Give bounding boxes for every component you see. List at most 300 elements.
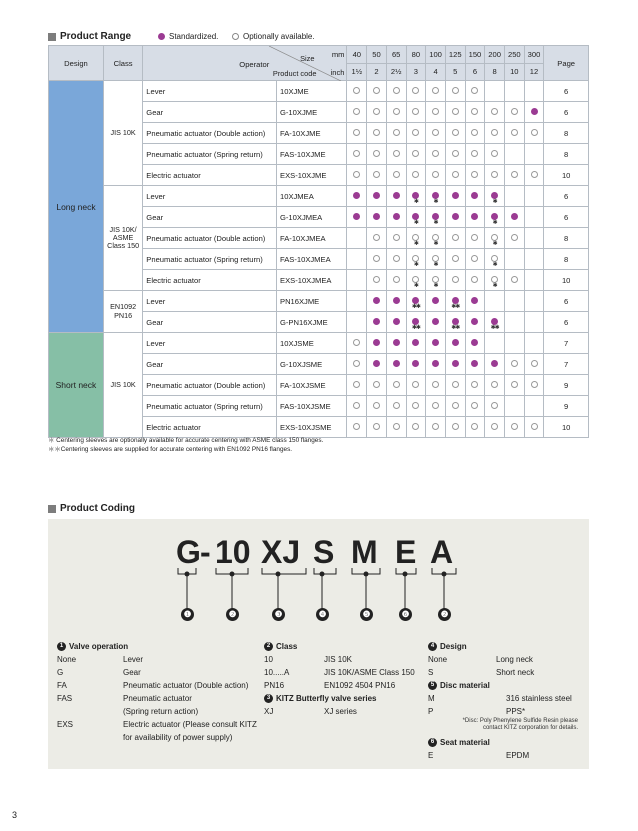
optional-circle-icon [412,276,419,283]
standard-dot-icon [452,339,459,346]
availability-cell [445,270,465,291]
standard-dot-icon [393,339,400,346]
availability-cell [386,144,406,165]
availability-cell [426,123,446,144]
optional-circle-icon [393,402,400,409]
code-part-s: S [313,534,335,570]
availability-cell [524,207,544,228]
availability-cell [445,123,465,144]
coding-value [123,653,143,666]
availability-cell [445,144,465,165]
availability-cell [524,228,544,249]
optional-circle-icon [511,234,518,241]
availability-cell [504,228,524,249]
header-page: Page [544,46,589,81]
availability-cell [406,186,426,207]
operator-cell: Lever [143,291,277,312]
availability-cell [524,396,544,417]
class-section [264,640,429,718]
size-inch-header: 10 [504,63,524,81]
availability-cell [367,270,387,291]
availability-cell [386,396,406,417]
coding-value-line: Short neck [496,668,535,677]
availability-cell [347,417,367,438]
marker-3: ❸ [272,608,285,621]
optional-circle-icon [491,129,498,136]
availability-cell [524,417,544,438]
standard-dot-icon [373,297,380,304]
availability-cell [445,291,465,312]
optional-circle-icon [373,87,380,94]
optional-circle-icon [373,255,380,262]
size-mm-header: 150 [465,46,485,64]
optional-circle-icon [432,150,439,157]
code-part-xj: XJ [261,534,301,570]
availability-cell [504,123,524,144]
availability-cell [504,186,524,207]
asterisk-icon: ✱✱ [411,325,420,331]
coding-key: M [428,694,435,703]
optional-circle-icon [491,171,498,178]
operator-cell: Pneumatic actuator (Double action) [143,228,277,249]
product-coding-heading [48,503,135,514]
coding-list-item [264,666,429,679]
code-part-g: G [176,534,201,570]
availability-cell [386,249,406,270]
availability-cell [485,102,505,123]
availability-cell [485,333,505,354]
availability-cell [445,417,465,438]
coding-key: G [57,668,64,677]
availability-cell [504,291,524,312]
size-inch-header: 3 [406,63,426,81]
standard-dot-icon [432,360,439,367]
standard-dot-icon [353,213,360,220]
asterisk-icon: ✱ [433,262,438,268]
availability-cell [504,354,524,375]
product-range-heading [48,31,131,42]
asterisk-icon: ✱ [413,283,418,289]
optional-circle-icon [432,87,439,94]
availability-cell [367,144,387,165]
product-code-cell: G-10XJSME [277,354,347,375]
marker-5: ❺ [360,608,373,621]
asterisk-icon: ✱ [492,241,497,247]
coding-list-item [57,666,262,679]
coding-value-line: Gear [123,668,141,677]
optional-circle-icon [393,381,400,388]
product-code-cell: EXS-10XJMEA [277,270,347,291]
asterisk-icon: ✱✱ [490,325,499,331]
optional-circle-icon [373,276,380,283]
valve-operation-title: Valve operation [69,642,129,651]
availability-cell [524,165,544,186]
asterisk-icon: ✱ [413,199,418,205]
optional-circle-icon [373,150,380,157]
standard-dot-icon [491,318,498,325]
availability-cell [406,396,426,417]
optional-circle-icon [452,381,459,388]
page-cell: 8 [544,123,589,144]
availability-cell [426,186,446,207]
availability-cell [426,333,446,354]
optional-circle-icon [373,423,380,430]
optional-circle-icon [432,234,439,241]
availability-cell [524,333,544,354]
availability-cell [504,375,524,396]
standard-dot-icon [491,213,498,220]
standard-dot-icon [393,297,400,304]
availability-cell [524,186,544,207]
availability-cell [347,102,367,123]
optional-circle-icon [491,108,498,115]
standard-dot-icon [432,318,439,325]
availability-cell [426,417,446,438]
product-code-cell: FA-10XJMEA [277,228,347,249]
coding-list-item [57,692,262,718]
availability-cell [445,249,465,270]
optional-circle-icon [412,255,419,262]
optional-circle-icon [353,108,360,115]
availability-cell [445,396,465,417]
optional-circle-icon [511,171,518,178]
optional-circle-icon [471,423,478,430]
availability-cell [504,312,524,333]
availability-cell [524,312,544,333]
asterisk-icon: ✱ [413,262,418,268]
size-inch-header: 1½ [347,63,367,81]
standard-dot-icon [412,297,419,304]
availability-cell [367,291,387,312]
product-code-cell: PN16XJME [277,291,347,312]
coding-value [324,666,415,679]
code-connector-lines [0,568,638,613]
availability-cell [465,354,485,375]
standard-dot-icon [471,213,478,220]
header-product-code: Product code [272,69,317,78]
optional-circle-icon [511,108,518,115]
optional-circle-icon [393,423,400,430]
class-cell: JIS 10K/ ASME Class 150 [103,186,142,291]
availability-cell [406,144,426,165]
availability-cell [386,333,406,354]
standard-dot-icon [373,213,380,220]
availability-cell [386,102,406,123]
coding-value [496,666,534,679]
coding-list-item [428,653,578,666]
design-cell: Long neck [49,81,104,333]
product-range-title: Product Range [60,31,132,42]
optional-circle-icon [353,339,360,346]
operator-cell: Gear [143,207,277,228]
availability-cell [445,354,465,375]
seat-title: Seat material [440,738,490,747]
product-range-table [48,45,589,438]
page-cell: 9 [544,375,589,396]
optional-circle-icon [412,171,419,178]
availability-cell [426,165,446,186]
coding-list-item [428,705,578,718]
availability-cell [485,81,505,102]
availability-cell [426,207,446,228]
availability-cell [386,417,406,438]
asterisk-icon: ✱ [433,220,438,226]
optional-circle-icon [471,381,478,388]
product-code-cell: EXS-10XJSME [277,417,347,438]
asterisk-icon: ✱ [492,262,497,268]
number-badge: 4 [428,642,437,651]
standard-dot-icon [471,297,478,304]
header-size: Size [300,54,315,63]
number-badge: 6 [428,738,437,747]
coding-value [496,653,533,666]
availability-cell [465,333,485,354]
standard-dot-icon [373,339,380,346]
optional-circle-icon [412,150,419,157]
asterisk-icon: ✱ [433,283,438,289]
coding-key: None [57,655,77,664]
class-title: Class [276,642,298,651]
diagonal-divider [269,46,341,81]
availability-cell [504,396,524,417]
optional-circle-icon [393,108,400,115]
availability-cell [465,312,485,333]
availability-cell [426,270,446,291]
coding-value [324,653,352,666]
optional-circle-icon [452,234,459,241]
page-cell: 8 [544,249,589,270]
optional-circle-icon [452,255,459,262]
availability-cell [386,228,406,249]
availability-cell [524,81,544,102]
optional-circle-icon [432,255,439,262]
coding-key: FAS [57,694,73,703]
optional-circle-icon [353,423,360,430]
class-cell: JIS 10K [103,333,142,438]
optional-circle-icon [452,423,459,430]
optional-circle-icon [471,87,478,94]
coding-key: 10.....A [264,668,290,677]
operator-cell: Pneumatic actuator (Spring return) [143,144,277,165]
coding-value-line: Lever [123,655,144,664]
coding-key: FA [57,681,67,690]
coding-value-line: for availability of power supply) [123,733,233,742]
optional-circle-icon [511,129,518,136]
operator-cell: Electric actuator [143,270,277,291]
availability-cell [485,144,505,165]
size-inch-header: 2 [367,63,387,81]
availability-cell [465,228,485,249]
disc-title: Disc material [440,681,490,690]
operator-cell: Pneumatic actuator (Spring return) [143,249,277,270]
availability-cell [445,186,465,207]
product-code-cell: FAS-10XJSME [277,396,347,417]
availability-cell [485,186,505,207]
standard-dot-icon [393,192,400,199]
availability-cell [406,123,426,144]
optional-circle-icon [412,402,419,409]
disc-footnote-2: contact KITZ corporation for details. [482,725,578,731]
optional-circle-icon [353,360,360,367]
availability-cell [485,228,505,249]
optional-circle-icon [432,402,439,409]
page-cell: 6 [544,312,589,333]
standard-dot-icon [471,360,478,367]
product-code-cell: 10XJMEA [277,186,347,207]
optional-circle-icon [511,360,518,367]
availability-cell [485,123,505,144]
availability-cell [347,270,367,291]
availability-cell [524,354,544,375]
coding-key: None [428,655,448,664]
coding-value-line: JIS 10K [324,655,353,664]
availability-cell [347,354,367,375]
marker-2: ❷ [226,608,239,621]
availability-cell [347,249,367,270]
availability-cell [485,249,505,270]
availability-cell [386,270,406,291]
size-inch-header: 2½ [386,63,406,81]
coding-list-item [428,749,578,762]
availability-cell [426,81,446,102]
optional-circle-icon [412,108,419,115]
coding-key: S [428,668,434,677]
standard-dot-icon [531,108,538,115]
coding-value-line: EPDM [506,751,530,760]
coding-value-line: XJ series [324,707,357,716]
product-code-cell: FA-10XJME [277,123,347,144]
optional-circle-icon [373,381,380,388]
size-mm-header: 100 [426,46,446,64]
standard-dot-icon [432,339,439,346]
coding-key: P [428,707,434,716]
code-part-e: E [395,534,417,570]
availability-cell [347,396,367,417]
page-cell: 10 [544,417,589,438]
coding-value [123,718,257,744]
coding-value [123,692,198,718]
availability-cell [445,207,465,228]
coding-list-item [264,653,429,666]
optional-circle-icon [412,423,419,430]
optional-circle-icon [393,171,400,178]
availability-cell [406,102,426,123]
availability-cell [347,186,367,207]
availability-cell [386,123,406,144]
standard-dot-icon [471,192,478,199]
availability-cell [367,354,387,375]
optional-circle-icon [432,381,439,388]
optional-circle-icon [412,129,419,136]
availability-cell [485,270,505,291]
availability-cell [445,312,465,333]
optional-circle-icon [452,108,459,115]
coding-value-line: JIS 10K/ASME Class 150 [324,668,415,677]
standard-dot-icon [432,297,439,304]
product-coding-title: Product Coding [60,503,135,514]
coding-list-item [428,666,578,679]
standard-dot-icon [452,213,459,220]
design-title: Design [440,642,467,651]
asterisk-icon: ✱ [433,199,438,205]
product-code-cell: 10XJME [277,81,347,102]
optional-circle-icon [452,171,459,178]
page-cell: 8 [544,144,589,165]
asterisk-icon: ✱ [492,283,497,289]
standard-dot-icon [412,339,419,346]
optional-circle-icon [511,381,518,388]
availability-cell [445,102,465,123]
availability-cell [485,291,505,312]
operator-cell: Electric actuator [143,165,277,186]
availability-cell [524,123,544,144]
availability-cell [465,375,485,396]
availability-cell [465,186,485,207]
optional-circle-icon [353,150,360,157]
footnote-en1092: ＊＊Centering sleeves are supplied for accurate centering with EN1092 PN16 flanges. [48,446,293,453]
operator-cell: Lever [143,81,277,102]
coding-value [506,692,572,705]
legend-optional-label: Optionally available. [243,32,315,41]
coding-key: E [428,751,434,760]
optional-circle-icon [531,381,538,388]
coding-value-line: Electric actuator (Please consult KITZ [123,720,257,729]
class-cell: EN1092 PN16 [103,291,142,333]
standard-dot-icon [491,360,498,367]
table-row [49,186,589,207]
coding-key: EXS [57,720,74,729]
standard-dot-icon [432,192,439,199]
operator-cell: Pneumatic actuator (Spring return) [143,396,277,417]
valve-operation-section [57,640,262,744]
standard-dot-icon [491,192,498,199]
product-code-cell: FAS-10XJME [277,144,347,165]
product-code-cell: G-10XJMEA [277,207,347,228]
availability-cell [426,102,446,123]
availability-cell [504,81,524,102]
availability-cell [347,291,367,312]
optional-circle-icon [393,234,400,241]
availability-cell [367,249,387,270]
page-cell: 10 [544,165,589,186]
product-code-cell: EXS-10XJME [277,165,347,186]
footnote-asme: ＊ Centering sleeves are optionally available for accurate centering with ASME class 150 flanges. [48,437,324,444]
availability-cell [426,144,446,165]
operator-cell: Pneumatic actuator (Double action) [143,375,277,396]
availability-cell [367,375,387,396]
availability-cell [465,396,485,417]
availability-cell [426,249,446,270]
availability-cell [406,354,426,375]
legend-standard-label: Standardized. [169,32,219,41]
availability-cell [524,375,544,396]
page-cell: 6 [544,186,589,207]
availability-cell [406,228,426,249]
open-circle-icon [232,33,239,40]
optional-circle-icon [491,150,498,157]
coding-list-item [57,718,262,744]
availability-cell [504,165,524,186]
optional-circle-icon [452,276,459,283]
coding-value [123,666,141,679]
availability-cell [347,228,367,249]
availability-cell [504,102,524,123]
standard-dot-icon [393,213,400,220]
optional-circle-icon [511,423,518,430]
optional-circle-icon [393,150,400,157]
standard-dot-icon [432,213,439,220]
availability-cell [445,228,465,249]
